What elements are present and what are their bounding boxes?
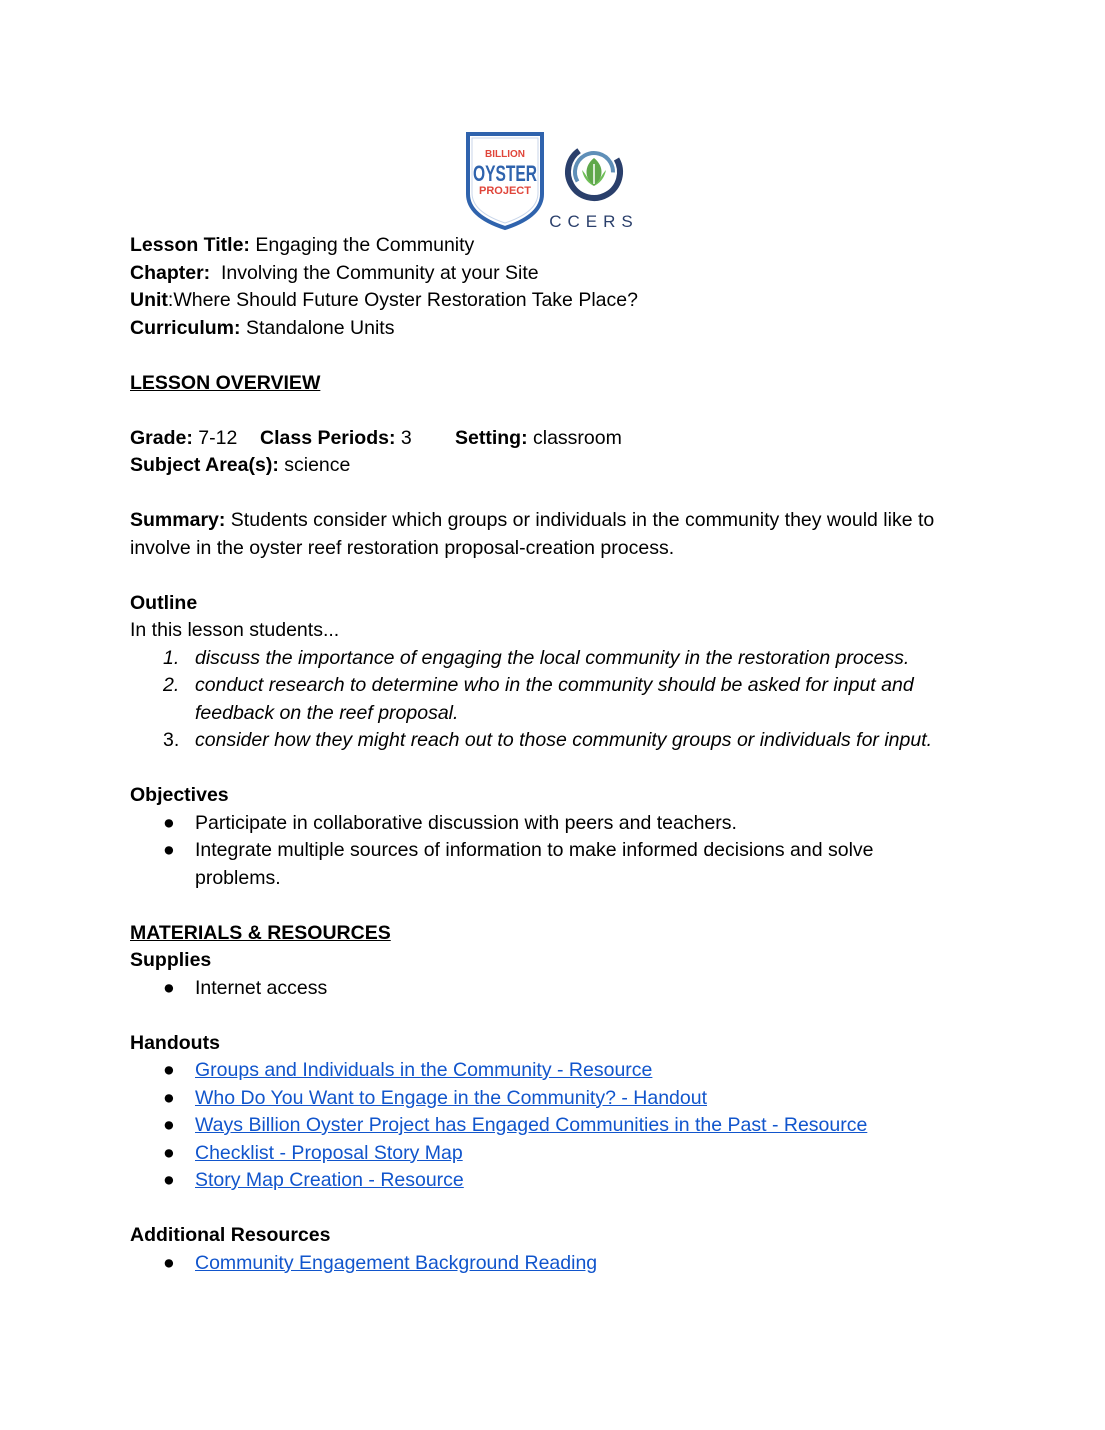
- outline-intro: In this lesson students...: [130, 619, 340, 641]
- handout-item: [130, 1057, 970, 1085]
- lesson-title-label: Lesson Title:: [130, 234, 250, 256]
- outline-item-text: conduct research to determine who in the community should be asked for input and: [195, 674, 914, 696]
- outline-item: [130, 672, 970, 727]
- document-body: [130, 232, 970, 1277]
- bullet-icon: ●: [163, 1059, 175, 1081]
- bullet-icon: ●: [163, 1141, 175, 1164]
- outline-item-number: 3.: [163, 729, 180, 751]
- outline-item-text: discuss the importance of engaging the local community in the restoration process.: [195, 646, 910, 669]
- unit-value: :Where Should Future Oyster Restoration Take Place?: [167, 289, 638, 311]
- outline-item-number: 2.: [163, 674, 180, 696]
- setting-value: classroom: [533, 426, 622, 449]
- handout-item: [130, 1167, 970, 1195]
- logo-ccers-text: CCERS: [549, 212, 639, 231]
- handout-link[interactable]: Who Do You Want to Engage in the Community? - Handout: [195, 1086, 707, 1109]
- additional-resources-list: [130, 1250, 970, 1278]
- supplies-list: [130, 975, 970, 1003]
- handout-link[interactable]: Story Map Creation - Resource: [195, 1169, 464, 1191]
- additional-resource-link[interactable]: Community Engagement Background Reading: [195, 1251, 598, 1274]
- outline-item-number: 1.: [163, 646, 180, 669]
- chapter-label: Chapter:: [130, 261, 211, 284]
- unit-line: [130, 287, 970, 315]
- lesson-meta-row: [130, 425, 970, 453]
- summary-line-1: [130, 507, 970, 535]
- lesson-title-value: Engaging the Community: [255, 234, 475, 256]
- additional-resources-heading: Additional Resources: [130, 1224, 331, 1246]
- objective-item: [130, 810, 970, 838]
- lesson-overview-heading: LESSON OVERVIEW: [130, 371, 321, 394]
- handout-link[interactable]: Ways Billion Oyster Project has Engaged Communities in the Past - Resource: [195, 1114, 868, 1136]
- bullet-icon: ●: [163, 1169, 175, 1191]
- objectives-list: [130, 810, 970, 893]
- grade-value: 7-12: [198, 426, 238, 449]
- outline-item: [130, 645, 970, 673]
- curriculum-value: Standalone Units: [245, 316, 395, 339]
- chapter-line: [130, 260, 970, 288]
- logo-oyster-text: OYSTER: [473, 161, 538, 186]
- bullet-icon: ●: [163, 839, 175, 861]
- ccers-logo: [549, 136, 639, 231]
- summary-text-2: involve in the oyster reef restoration proposal-creation process.: [130, 536, 675, 559]
- logo-svg: [462, 128, 642, 236]
- handouts-list: [130, 1057, 970, 1195]
- bullet-icon: ●: [163, 976, 175, 999]
- billion-oyster-project-logo: [468, 134, 542, 228]
- grade-label: Grade:: [130, 426, 193, 449]
- handout-item: [130, 1140, 970, 1168]
- outline-heading: Outline: [130, 591, 198, 614]
- lesson-title-line: [130, 232, 970, 260]
- objective-text: problems.: [195, 866, 281, 889]
- subject-line: [130, 452, 970, 480]
- bullet-icon: ●: [163, 1086, 175, 1109]
- additional-resource-item: [130, 1250, 970, 1278]
- summary-text-1: Students consider which groups or individuals in the community they would like to: [230, 509, 935, 531]
- handout-item: [130, 1112, 970, 1140]
- handout-link[interactable]: Groups and Individuals in the Community - Resource: [195, 1059, 653, 1081]
- class-periods-value: 3: [400, 426, 412, 449]
- objectives-heading: Objectives: [130, 784, 229, 806]
- setting-label: Setting:: [455, 426, 528, 449]
- handouts-heading: Handouts: [130, 1031, 220, 1054]
- supply-text: Internet access: [195, 976, 328, 999]
- chapter-value: Involving the Community at your Site: [221, 261, 539, 284]
- supplies-heading: Supplies: [130, 949, 212, 971]
- subject-value: science: [284, 454, 351, 476]
- bullet-icon: ●: [163, 1251, 175, 1274]
- objective-text: Participate in collaborative discussion with peers and teachers.: [195, 811, 737, 834]
- objective-item: [130, 837, 970, 892]
- unit-label: Unit: [130, 289, 168, 311]
- curriculum-label: Curriculum:: [130, 316, 241, 339]
- supply-item: [130, 975, 970, 1003]
- summary-label: Summary:: [130, 509, 226, 531]
- objective-text: Integrate multiple sources of information to make informed decisions and solve: [195, 839, 874, 861]
- outline-item-text: feedback on the reef proposal.: [195, 701, 459, 724]
- outline-item: [130, 727, 970, 755]
- logo-billion-text: BILLION: [485, 149, 525, 160]
- logo-group: [462, 128, 642, 236]
- handout-item: [130, 1085, 970, 1113]
- bullet-icon: ●: [163, 811, 175, 834]
- curriculum-line: [130, 315, 970, 343]
- bullet-icon: ●: [163, 1114, 175, 1136]
- outline-list: [130, 645, 970, 755]
- handout-link[interactable]: Checklist - Proposal Story Map: [195, 1141, 463, 1164]
- class-periods-label: Class Periods:: [260, 426, 396, 449]
- materials-heading: MATERIALS & RESOURCES: [130, 921, 391, 944]
- outline-item-text: consider how they might reach out to those community groups or individuals for input.: [195, 729, 933, 751]
- logo-project-text: PROJECT: [479, 185, 531, 197]
- subject-label: Subject Area(s):: [130, 454, 279, 476]
